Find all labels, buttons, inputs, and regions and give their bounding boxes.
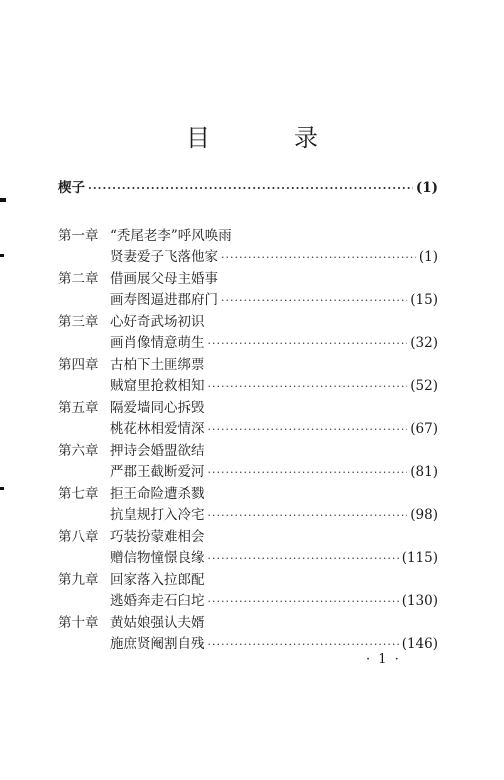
chapter-title: 回家落入拉郎配 — [110, 572, 205, 588]
chapter-title-row[interactable] — [58, 525, 438, 546]
chapter-subtitle-row[interactable] — [58, 632, 438, 653]
scan-mark — [0, 487, 4, 490]
chapter-page: (1) — [418, 249, 438, 265]
chapter-title-row[interactable] — [58, 310, 438, 331]
chapter-page: (81) — [410, 464, 438, 480]
chapter-page: (52) — [410, 378, 438, 394]
chapter-title: 隔爱墙同心拆毁 — [110, 400, 205, 416]
chapter-page: (146) — [401, 636, 438, 652]
chapter-number: 第四章 — [58, 357, 99, 373]
chapter-title-row[interactable] — [58, 439, 438, 460]
chapter-subtitle: 画寿图逼进郡府门 — [110, 292, 218, 308]
chapter-page: (67) — [410, 421, 438, 437]
chapter-subtitle-row[interactable] — [58, 331, 438, 352]
leader-dots — [208, 466, 408, 479]
page-title: 目 录 — [186, 124, 348, 152]
chapter-number: 第九章 — [58, 572, 99, 588]
chapter-title-row[interactable] — [58, 568, 438, 589]
chapter-title: 巧装扮蒙难相会 — [110, 529, 205, 545]
chapter-title: 古柏下土匪绑票 — [110, 357, 205, 373]
chapter-subtitle-row[interactable] — [58, 460, 438, 481]
chapter-subtitle: 严郡王截断爱河 — [110, 464, 205, 480]
leader-dots — [208, 423, 408, 436]
chapter-title-row[interactable] — [58, 267, 438, 288]
chapter-page: (130) — [401, 593, 438, 609]
leader-dots — [221, 294, 407, 307]
chapter-subtitle-row[interactable] — [58, 417, 438, 438]
chapter-title: 借画展父母主婚事 — [110, 271, 218, 287]
chapter-page: (98) — [410, 507, 438, 523]
chapter-title: 押诗会婚盟欲结 — [110, 443, 205, 459]
leader-dots — [88, 182, 413, 195]
chapter-title: “秃尾老李”呼风唤雨 — [110, 228, 232, 244]
chapter-subtitle: 贤妻爱子飞落他家 — [110, 249, 218, 265]
prologue-label: 楔子 — [58, 180, 85, 196]
scan-mark — [0, 254, 4, 257]
chapter-page: (115) — [401, 550, 438, 566]
chapter-subtitle-row[interactable] — [58, 245, 438, 266]
chapter-title-row[interactable] — [58, 482, 438, 503]
chapter-number: 第五章 — [58, 400, 99, 416]
chapter-page: (15) — [410, 292, 438, 308]
leader-dots — [208, 595, 399, 608]
chapter-number: 第三章 — [58, 314, 99, 330]
chapter-title: 心好奇武场初识 — [110, 314, 205, 330]
leader-dots — [208, 380, 408, 393]
leader-dots — [208, 552, 399, 565]
chapter-number: 第一章 — [58, 228, 99, 244]
chapter-title-row[interactable] — [58, 396, 438, 417]
chapter-subtitle: 桃花林相爱情深 — [110, 421, 205, 437]
chapter-number: 第六章 — [58, 443, 99, 459]
chapter-number: 第二章 — [58, 271, 99, 287]
chapter-subtitle: 赠信物憧憬良缘 — [110, 550, 205, 566]
toc-prologue[interactable] — [58, 176, 438, 198]
chapter-subtitle-row[interactable] — [58, 589, 438, 610]
prologue-page: (1) — [415, 180, 438, 196]
table-of-contents — [58, 176, 438, 654]
chapter-title: 黄姑娘强认夫婿 — [110, 615, 205, 631]
chapter-subtitle: 施庶贤阉割自残 — [110, 636, 205, 652]
chapter-title: 拒王命险遭杀戮 — [110, 486, 205, 502]
chapter-title-row[interactable] — [58, 224, 438, 245]
leader-dots — [221, 251, 416, 264]
chapter-number: 第十章 — [58, 615, 99, 631]
leader-dots — [208, 509, 408, 522]
leader-dots — [208, 337, 408, 350]
chapter-subtitle: 逃婚奔走石臼坨 — [110, 593, 205, 609]
chapter-list — [58, 224, 438, 653]
chapter-number: 第七章 — [58, 486, 99, 502]
chapter-subtitle-row[interactable] — [58, 288, 438, 309]
chapter-subtitle-row[interactable] — [58, 546, 438, 567]
leader-dots — [208, 638, 399, 651]
scan-mark — [0, 198, 6, 202]
chapter-title-row[interactable] — [58, 611, 438, 632]
chapter-title-row[interactable] — [58, 353, 438, 374]
chapter-subtitle-row[interactable] — [58, 503, 438, 524]
chapter-page: (32) — [410, 335, 438, 351]
page-number: · 1 · — [366, 652, 401, 667]
chapter-number: 第八章 — [58, 529, 99, 545]
chapter-subtitle-row[interactable] — [58, 374, 438, 395]
chapter-subtitle: 贼窟里抢救相知 — [110, 378, 205, 394]
chapter-subtitle: 抗皇规打入冷宅 — [110, 507, 205, 523]
chapter-subtitle: 画肖像情意萌生 — [110, 335, 205, 351]
